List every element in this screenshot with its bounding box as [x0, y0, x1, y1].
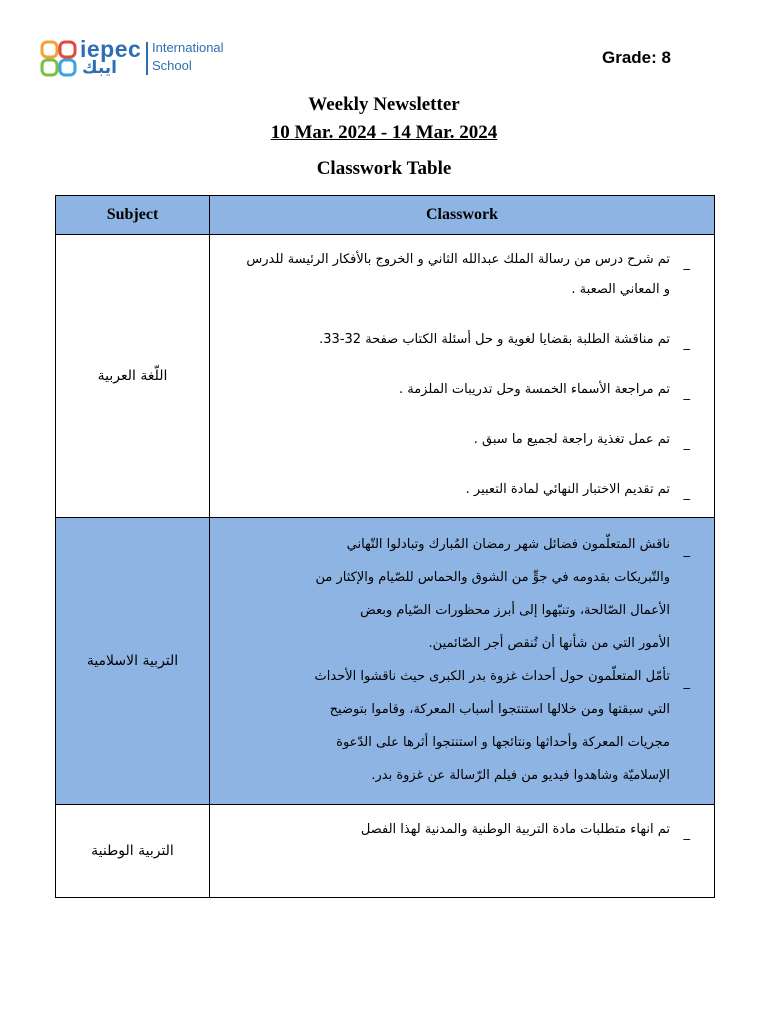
classwork-text-line: مجريات المعركة وأحداثها ونتائجها و استنتجوا أثرها على الدّعوة: [336, 735, 670, 750]
subject-cell: اللّغة العربية: [56, 235, 210, 518]
table-row: [56, 235, 715, 518]
classwork-cell: [210, 518, 715, 805]
table-title: Classwork Table: [316, 158, 452, 179]
bullet-marker: _: [683, 486, 690, 501]
classwork-cell: [210, 235, 715, 518]
logo-divider: [146, 42, 148, 75]
table-header-row: [56, 196, 715, 235]
classwork-item: [240, 528, 690, 660]
classwork-table: [55, 195, 715, 898]
classwork-text-line: تأمّل المتعلّمون حول أحداث غزوة بدر الكبرى حيث ناقشوا الأحداث: [314, 669, 670, 684]
classwork-item: [240, 375, 690, 405]
table-row: [56, 518, 715, 805]
classwork-cell: [210, 805, 715, 898]
classwork-text-line: والتّبريكات بقدومه في جوٍّ من الشوق والحماس للصّيام والإكثار من: [315, 570, 670, 585]
logo-line-school: School: [152, 58, 192, 73]
classwork-item: [240, 245, 690, 305]
classwork-text-line: الأمور التي من شأنها أن تُنقص أجر الصّائمين.: [428, 636, 670, 651]
logo-brand-arabic: ايبك: [82, 58, 117, 78]
table-row: [56, 805, 715, 898]
bullet-marker: _: [683, 436, 690, 451]
classwork-item: [240, 660, 690, 792]
bullet-marker: _: [683, 675, 690, 690]
bullet-marker: _: [683, 336, 690, 351]
classwork-item: [240, 475, 690, 505]
subject-column-header: Subject: [56, 196, 210, 235]
subject-cell: التربية الاسلامية: [56, 518, 210, 805]
newsletter-title: Weekly Newsletter: [308, 94, 460, 115]
classwork-item: [240, 325, 690, 355]
classwork-item: [240, 815, 690, 845]
classwork-item: [240, 425, 690, 455]
classwork-column-header: Classwork: [210, 196, 715, 235]
classwork-text-line: تم شرح درس من رسالة الملك عبدالله الثاني و الخروج بالأفكار الرئيسة للدرس: [246, 252, 670, 267]
classwork-text-line: تم تقديم الاختبار النهائي لمادة التعبير .: [465, 482, 670, 497]
bullet-marker: _: [683, 826, 690, 841]
classwork-text-line: تم انهاء متطلبات مادة التربية الوطنية والمدنية لهذا الفصل: [360, 822, 670, 837]
classwork-text-line: ناقش المتعلّمون فضائل شهر رمضان المُبارك وتبادلوا التّهاني: [346, 537, 670, 552]
bullet-marker: _: [683, 256, 690, 271]
logo-line-international: International: [152, 40, 224, 55]
date-range-container: [0, 122, 768, 144]
logo-brand: iepec: [80, 36, 142, 62]
grade-label: Grade: 8: [602, 48, 671, 67]
classwork-text-line: الأعمال الصّالحة، وتنبّهوا إلى أبرز محظورات الصّيام وبعض: [360, 603, 670, 618]
classwork-text-line: الإسلاميّة وشاهدوا فيديو من فيلم الرّسالة عن غزوة بدر.: [371, 768, 670, 783]
date-range: 10 Mar. 2024 - 14 Mar. 2024: [270, 122, 498, 143]
bullet-marker: _: [683, 386, 690, 401]
classwork-text-line: تم مراجعة الأسماء الخمسة وحل تدريبات الملزمة .: [398, 382, 670, 397]
logo-mark-icon: [40, 40, 78, 78]
classwork-text-line: التي سبقتها ومن خلالها استنتجوا أسباب المعركة، وقاموا بتوضيح: [329, 702, 670, 717]
bullet-marker: _: [683, 543, 690, 558]
classwork-text-line: تم عمل تغذية راجعة لجميع ما سبق .: [473, 432, 670, 447]
classwork-text-line: تم مناقشة الطلبة بقضايا لغوية و حل أسئلة الكتاب صفحة 32-33.: [319, 332, 670, 347]
school-logo: [40, 38, 250, 82]
classwork-text-line: و المعاني الصعبة .: [571, 282, 670, 297]
subject-cell: التربية الوطنية: [56, 805, 210, 898]
